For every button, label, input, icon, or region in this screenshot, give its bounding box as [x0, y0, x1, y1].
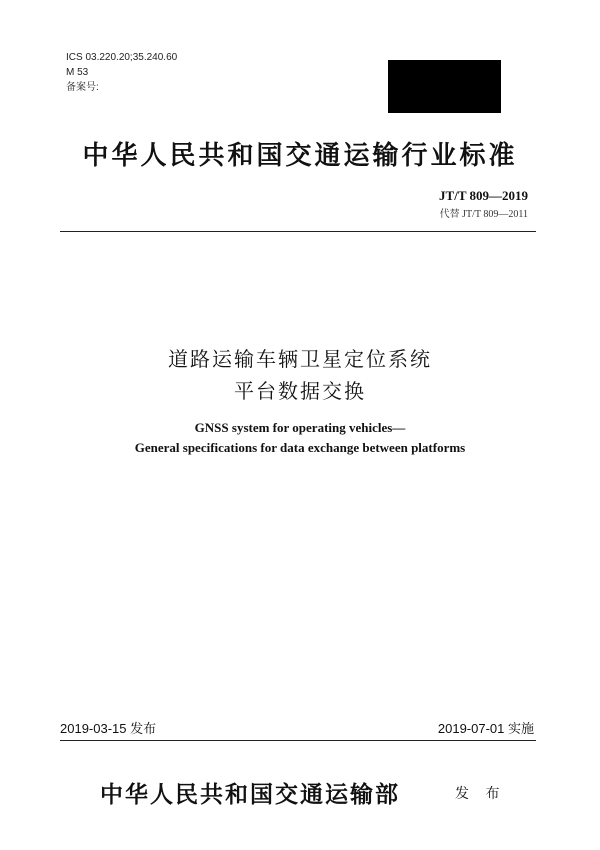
publisher-name: 中华人民共和国交通运输部 — [100, 781, 400, 808]
document-category-title: 中华人民共和国交通运输行业标准 — [82, 141, 518, 171]
title-en-line2: General specifications for data exchange between platforms — [134, 440, 466, 455]
ics-code: ICS 03.220.20;35.240.60 — [66, 52, 178, 63]
title-cn-line1: 道路运输车辆卫星定位系统 — [168, 347, 432, 371]
title-en-line1: GNSS system for operating vehicles— — [194, 420, 406, 435]
publish-label: 发 布 — [455, 786, 506, 802]
ccs-code: M 53 — [66, 67, 89, 78]
top-divider — [60, 231, 536, 232]
standard-code: JT/T 809—2019 — [439, 188, 528, 203]
issue-date: 2019-03-15 发布 — [60, 721, 157, 736]
redacted-block — [388, 60, 501, 113]
title-cn-line2: 平台数据交换 — [234, 379, 366, 403]
replaces-standard: 代替 JT/T 809—2011 — [439, 209, 528, 220]
filing-number-label: 备案号: — [66, 82, 99, 93]
bottom-divider — [60, 740, 536, 741]
effective-date: 2019-07-01 实施 — [437, 721, 534, 736]
